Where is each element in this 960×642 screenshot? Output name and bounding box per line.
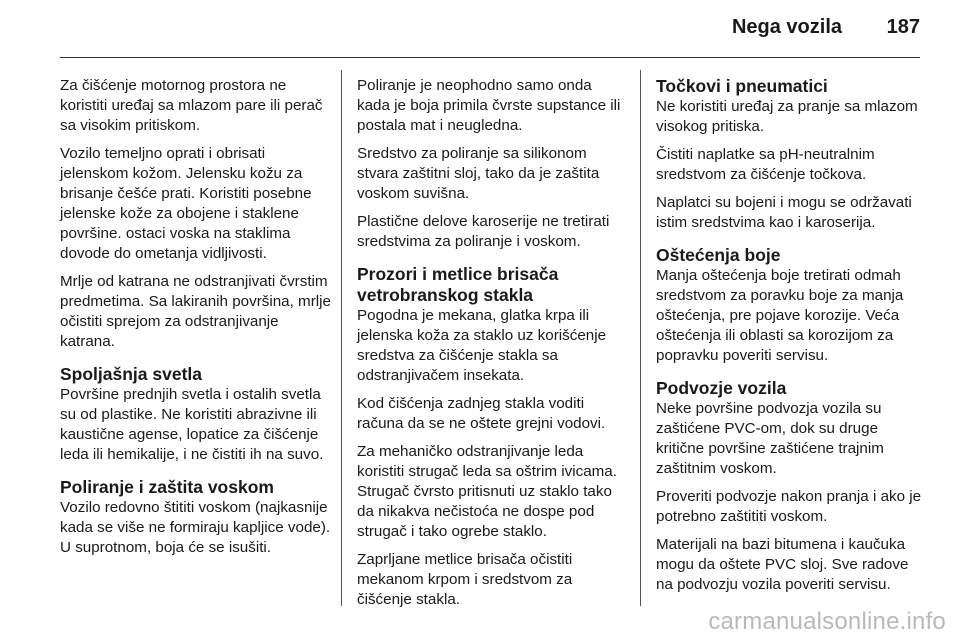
paragraph-polishing: Poliranje je neophodno samo onda kada je boja primila čvrste supstance ili postala mat i neugledna. (357, 77, 621, 134)
paragraph-tar-stains: Mrlje od katrana ne odstranjivati čvrstim predmetima. Sa lakiranih površina, mrlje očistiti sprejom za odstranjivanje katrana. (60, 273, 331, 350)
paragraph-engine-cleaning: Za čišćenje motornog prostora ne koristiti uređaj sa mlazom pare ili perač sa visokim pritiskom. (60, 77, 323, 134)
paragraph-washing: Vozilo temeljno oprati i obrisati jelenskom kožom. Jelensku kožu za brisanje češće prati. Koristiti posebne jelenske kože za obojene i staklene površine. ostaci voska na staklima dovode do ometanja vidljivosti. (60, 145, 312, 262)
column-divider-1 (341, 70, 342, 606)
page-number: 187 (886, 16, 920, 38)
paragraph-silicone-polish: Sredstvo za poliranje sa silikonom stvara zaštitni sloj, tako da je zaštita voskom suvišna. (357, 145, 600, 202)
heading-underbody: Podvozje vozila (656, 378, 787, 398)
paragraph-waxing: Vozilo redovno štititi voskom (najkasnije kada se više ne formiraju kapljice vode). U suprotnom, boja će se isušiti. (60, 499, 331, 556)
column-middle (357, 76, 627, 618)
paragraph-bitumen: Materijali na bazi bitumena i kaučuka mogu da oštete PVC sloj. Sve radove na podvozju vozila poveriti servisu. (656, 536, 909, 593)
paragraph-wheel-cleaner: Čistiti naplatke sa pH-neutralnim sredstvom za čišćenje točkova. (656, 146, 875, 183)
column-divider-2 (640, 70, 641, 606)
heading-paint-damage: Oštećenja boje (656, 245, 781, 265)
paragraph-painted-wheels: Naplatci su bojeni i mogu se održavati istim sredstvima kao i karoserija. (656, 194, 912, 231)
paragraph-no-high-pressure: Ne koristiti uređaj za pranje sa mlazom visokog pritiska. (656, 98, 918, 135)
column-right (656, 76, 922, 603)
paragraph-plastic-parts: Plastične delove karoserije ne tretirati sredstvima za poliranje i voskom. (357, 213, 610, 250)
paragraph-glass-cleaning: Pogodna je mekana, glatka krpa ili jelenska koža za staklo uz korišćenje sredstva za čišćenje stakla sa odstranjivačem insekata. (357, 307, 607, 384)
paragraph-underbody-check: Proveriti podvozje nakon pranja i ako je potrebno zaštititi voskom. (656, 488, 922, 525)
heading-polishing-waxing: Poliranje i zaštita voskom (60, 477, 274, 497)
page-header (0, 0, 960, 58)
paragraph-rear-window: Kod čišćenja zadnjeg stakla voditi računa da se ne oštete grejni vodovi. (357, 395, 606, 432)
header-rule (60, 57, 920, 58)
paragraph-paint-damage: Manja oštećenja boje tretirati odmah sredstvom za poravku boje za manja oštećenja, pre pojave korozije. Veća oštećenja ili oblasti sa korozijom za popravku poveriti servisu. (656, 267, 904, 364)
heading-exterior-lights: Spoljašnja svetla (60, 364, 203, 384)
heading-windows-wipers: Prozori i metlice brisača vetrobranskog stakla (357, 264, 559, 305)
heading-wheels-tyres: Točkovi i pneumatici (656, 76, 828, 96)
column-left (60, 76, 332, 566)
paragraph-wiper-blades: Zaprljane metlice brisača očistiti mekanom krpom i sredstvom za čišćenje stakla. (357, 551, 573, 608)
paragraph-ice-scraper: Za mehaničko odstranjivanje leda koristiti strugač leda sa oštrim ivicama. Strugač čvrsto pritisnuti uz staklo tako da nikakva nečistoća ne dospe pod strugač i tako ogrebe staklo. (357, 443, 617, 540)
paragraph-exterior-lights: Površine prednjih svetla i ostalih svetla su od plastike. Ne koristiti abrazivne ili kaustične agense, lopatice za čišćenje leda ili hemikalije, i ne čistiti ih na suvo. (60, 386, 324, 463)
watermark: carmanualsonline.info (708, 608, 946, 635)
section-title: Nega vozila (731, 16, 842, 38)
paragraph-underbody-pvc: Neke površine podvozja vozila su zaštićene PVC-om, dok su druge kritične površine zaštićene trajnim zaštitnim voskom. (656, 400, 884, 477)
